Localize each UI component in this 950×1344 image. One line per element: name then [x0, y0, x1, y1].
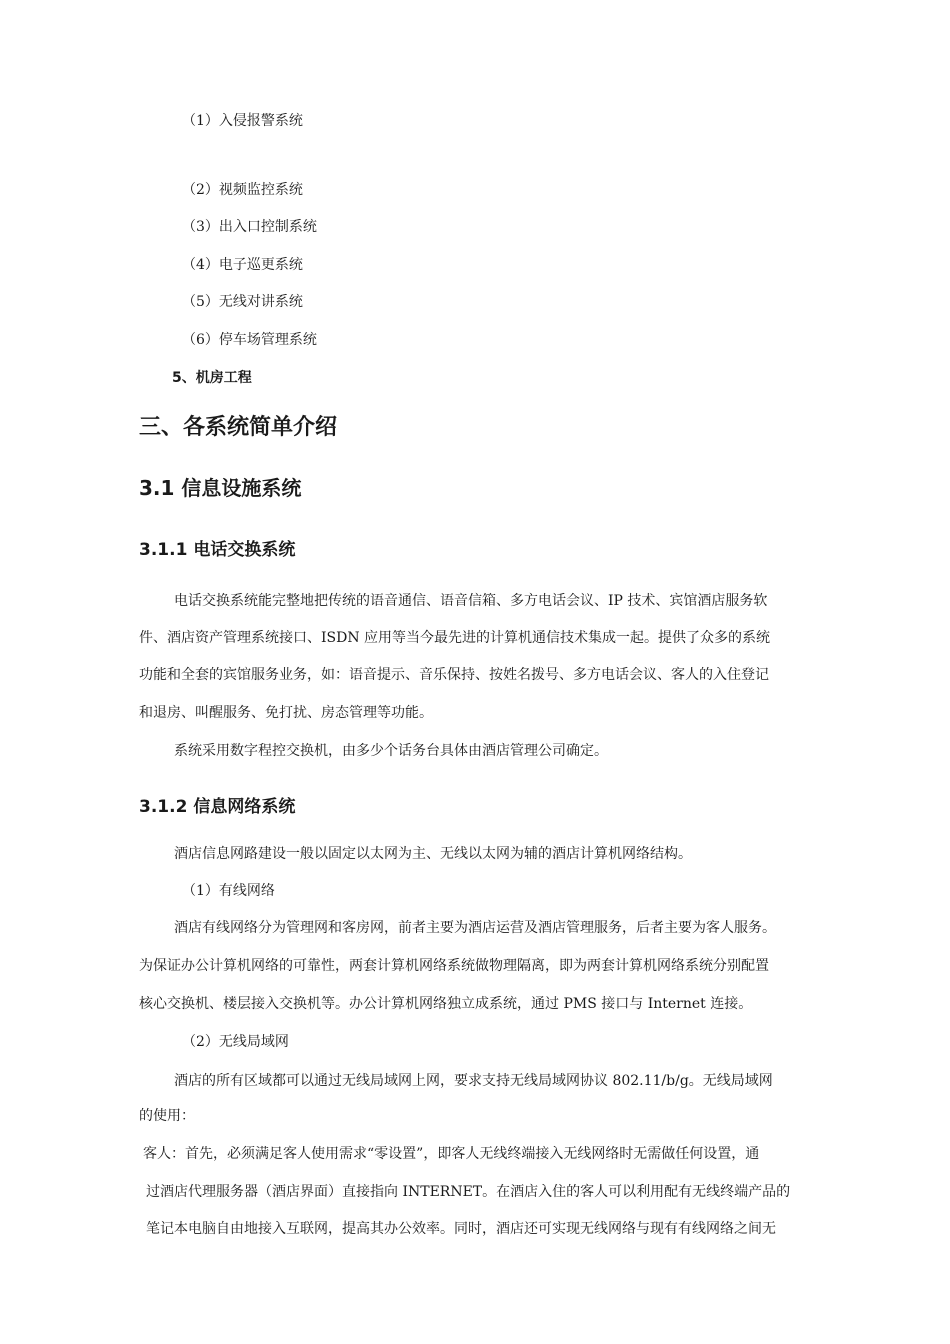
list-item-parking-management: （6）停车场管理系统: [182, 332, 317, 348]
paragraph-line: 电话交换系统能完整地把传统的语音通信、语音信箱、多方电话会议、IP 技术、宾馆酒店服务软: [174, 593, 768, 609]
paragraph-line: 的使用：: [139, 1108, 195, 1124]
list-item-wireless-intercom: （5）无线对讲系统: [182, 294, 303, 310]
paragraph-line: 酒店信息网路建设一般以固定以太网为主、无线以太网为辅的酒店计算机网络结构。: [174, 846, 692, 862]
paragraph-line: 系统采用数字程控交换机，由多少个话务台具体由酒店管理公司确定。: [174, 743, 608, 759]
section-heading-3-1: 3.1 信息设施系统: [139, 476, 302, 500]
paragraph-line: 客人：首先，必须满足客人使用需求“零设置”，即客人无线终端接入无线网络时无需做任何设置，通: [143, 1146, 760, 1162]
subheading-wireless-lan: （2）无线局域网: [182, 1034, 289, 1050]
section-heading-3-1-2: 3.1.2 信息网络系统: [139, 797, 296, 817]
paragraph-line: 核心交换机、楼层接入交换机等。办公计算机网络独立成系统，通过 PMS 接口与 Internet 连接。: [139, 996, 753, 1012]
list-item-access-control: （3）出入口控制系统: [182, 219, 317, 235]
list-item-video-surveillance: （2）视频监控系统: [182, 182, 303, 198]
item-machine-room: 5、机房工程: [172, 370, 252, 386]
section-heading-3: 三、各系统简单介绍: [139, 415, 338, 440]
paragraph-line: 和退房、叫醒服务、免打扰、房态管理等功能。: [139, 705, 433, 721]
list-item-guard-patrol: （4）电子巡更系统: [182, 257, 303, 273]
subheading-wired-network: （1）有线网络: [182, 883, 275, 899]
paragraph-line: 酒店的所有区域都可以通过无线局域网上网，要求支持无线局域网协议 802.11/b/g。无线局域网: [174, 1073, 773, 1089]
paragraph-line: 笔记本电脑自由地接入互联网，提高其办公效率。同时，酒店还可实现无线网络与现有有线网络之间无: [146, 1221, 776, 1237]
paragraph-line: 为保证办公计算机网络的可靠性，两套计算机网络系统做物理隔离，即为两套计算机网络系统分别配置: [139, 958, 769, 974]
paragraph-line: 过酒店代理服务器（酒店界面）直接指向 INTERNET。在酒店入住的客人可以利用配有无线终端产品的: [146, 1184, 791, 1200]
paragraph-line: 功能和全套的宾馆服务业务，如：语音提示、音乐保持、按姓名拨号、多方电话会议、客人的入住登记: [139, 667, 769, 683]
paragraph-line: 酒店有线网络分为管理网和客房网，前者主要为酒店运营及酒店管理服务，后者主要为客人服务。: [174, 920, 776, 936]
section-heading-3-1-1: 3.1.1 电话交换系统: [139, 540, 296, 560]
list-item-intrusion-alarm: （1）入侵报警系统: [182, 113, 303, 129]
paragraph-line: 件、酒店资产管理系统接口、ISDN 应用等当今最先进的计算机通信技术集成一起。提供了众多的系统: [139, 630, 771, 646]
